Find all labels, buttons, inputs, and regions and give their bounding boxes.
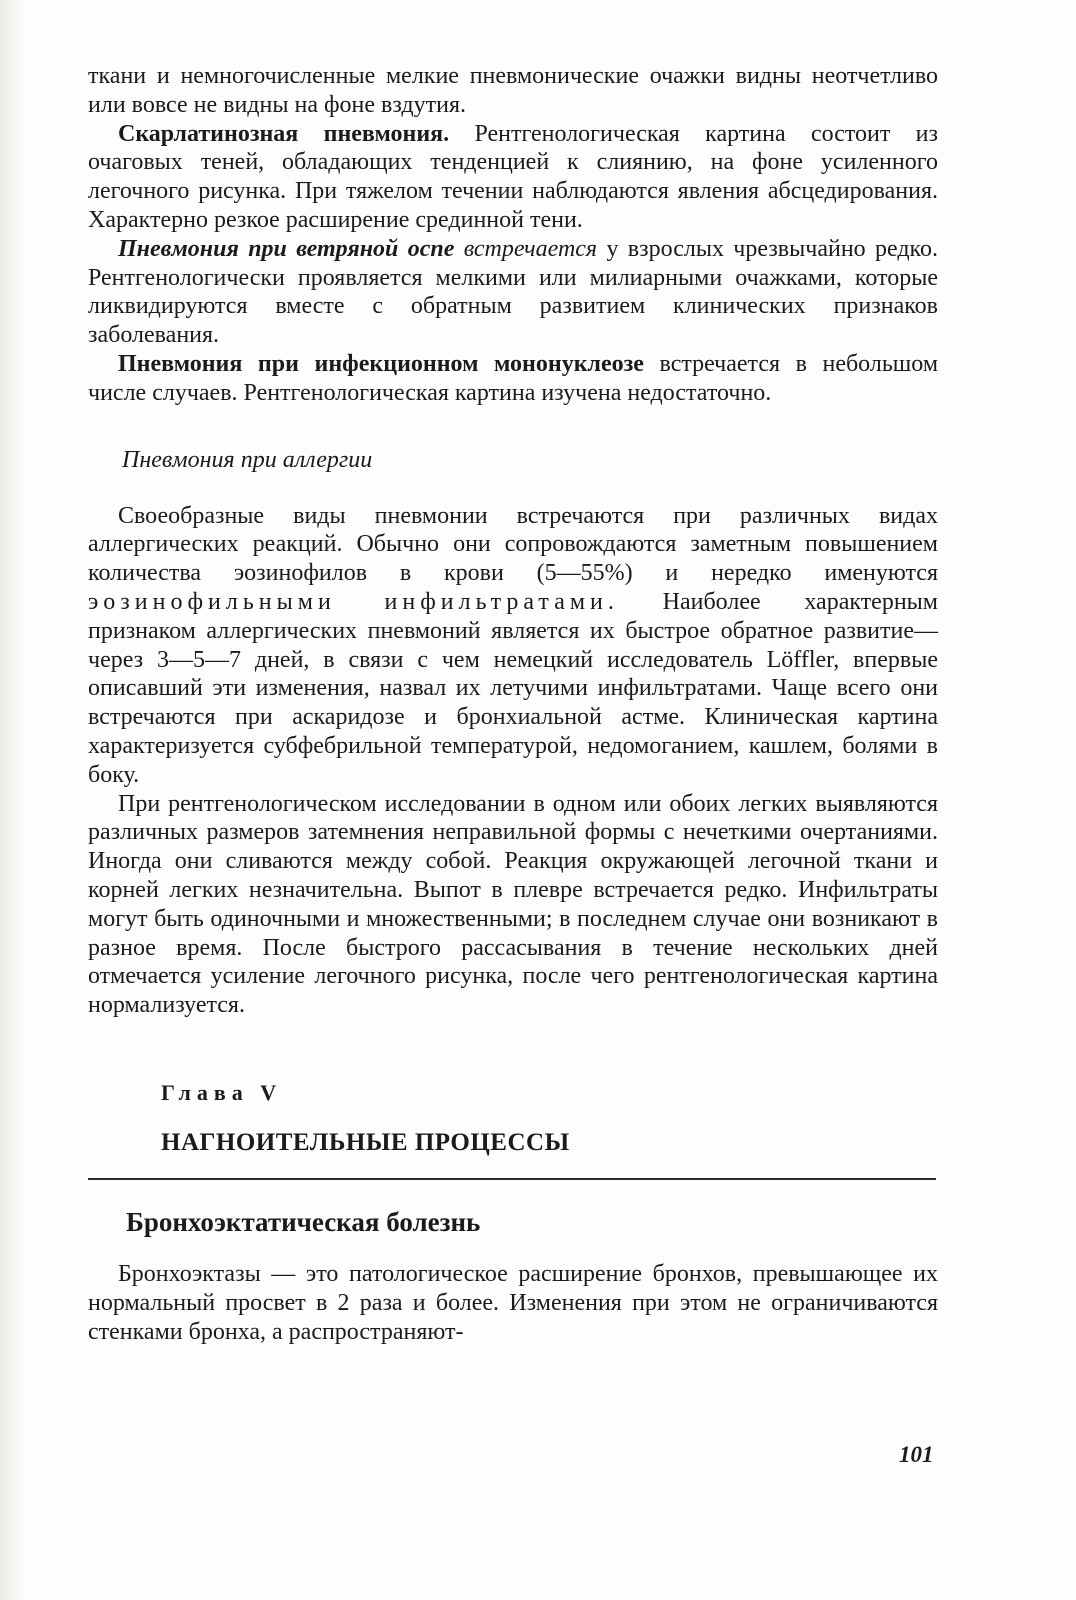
section-title: Бронхоэктатическая болезнь: [126, 1206, 481, 1237]
subheading-allergy-pneumonia: Пневмония при аллергии: [122, 446, 373, 473]
text-mononucleosis-pneumonia: встречается в небольшом числе случаев. Рентгенологическая картина изучена недостаточно.: [88, 350, 938, 406]
chapter-title: НАГНОИТЕЛЬНЫЕ ПРОЦЕССЫ: [161, 1128, 570, 1156]
paragraph-radiological-findings: При рентгенологическом исследовании в одном или обоих легких выявляются различных размеров затемнения неправильной формы с нечеткими очертаниями. Иногда они сливаются между собой. Реакция окружающей легочной ткани и корней легких незначительна. Выпот в плевре встречается редко. Инфильтраты могут быть одиночными и множественными; в последнем случае они возникают в разное время. После быстрого рассасывания в течение нескольких дней отмечается усиление легочного рисунка, после чего рентгенологическая картина нормализуется.: [88, 790, 938, 1019]
paragraph-bronchiectasis-definition: Бронхоэктазы — это патологическое расширение бронхов, превышающее их нормальный просвет в 2 раза и более. Изменения при этом не ограничиваются стенками бронха, а распространяют-: [88, 1260, 938, 1345]
chapter-label: Глава V: [161, 1079, 283, 1105]
page-body: [88, 62, 938, 1346]
paragraph-scarlet-fever-pneumonia: [88, 120, 938, 235]
text-allergic-before: Своеобразные виды пневмонии встречаются при различных видах аллергических реакций. Обычно они сопровождаются заметным повышением количества эозинофилов в крови (5—55%) и нередко именуются: [88, 502, 938, 587]
term-chickenpox-pneumonia: Пневмония при ветряной оспе: [118, 235, 455, 262]
text-allergic-after: Наиболее характерным признаком аллергических пневмоний является их быстрое обратное развитие— через 3—5—7 дней, в связи с чем немецкий исследователь Löffler, впервые описавший эти изменения, назвал их летучими инфильтратами. Чаще всего они встречаются при аскаридозе и бронхиальной астме. Клиническая картина характеризуется субфебрильной температурой, недомоганием, кашлем, болями в боку.: [88, 588, 938, 788]
italic-occurs: встречается: [454, 235, 598, 262]
term-scarlet-fever-pneumonia: Скарлатинозная пневмония.: [118, 120, 450, 147]
page-number: 101: [899, 1442, 934, 1467]
page-edge-shadow: [0, 0, 24, 1600]
text-chickenpox-pneumonia: у взрослых чрезвычайно редко. Рентгенологически проявляется мелкими или милиарными очажками, которые ликвидируются вместе с обратным развитием клинических признаков заболевания.: [88, 235, 938, 349]
term-mononucleosis-pneumonia: Пневмония при инфекционном мононуклеозе: [118, 350, 644, 377]
spaced-eosinophilic-infiltrates: эозинофильными инфильтратами.: [88, 588, 619, 615]
paragraph-emphysema-tail: ткани и немногочисленные мелкие пневмонические очажки видны неотчетливо или вовсе не видны на фоне вздутия.: [88, 63, 938, 118]
paragraph-allergic-pneumonia: [88, 502, 938, 790]
chapter-divider: [88, 1178, 936, 1180]
paragraph-mononucleosis-pneumonia: [88, 350, 938, 408]
paragraph-chickenpox-pneumonia: [88, 235, 938, 350]
text-scarlet-fever-pneumonia: Рентгенологическая картина состоит из очаговых теней, обладающих тенденцией к слиянию, на фоне усиленного легочного рисунка. При тяжелом течении наблюдаются явления абсцедирования. Характерно резкое расширение срединной тени.: [88, 120, 938, 233]
